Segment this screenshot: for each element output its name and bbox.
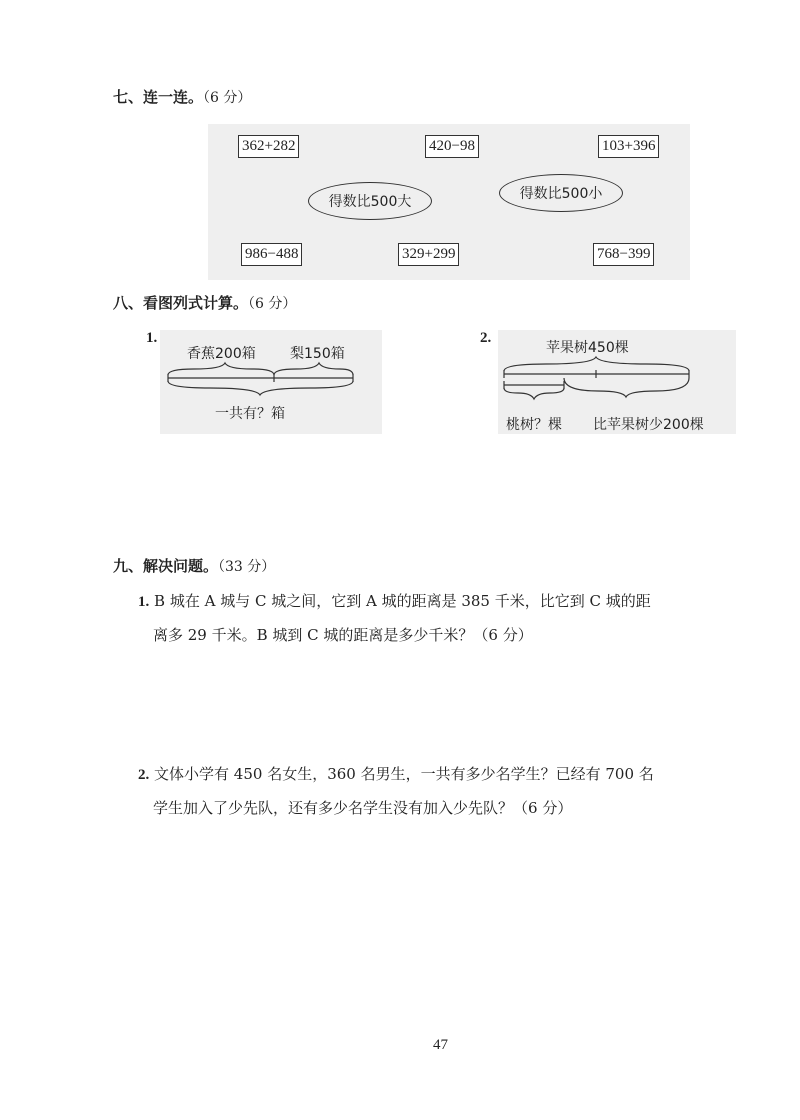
banana-label: 香蕉200箱 [187, 346, 256, 362]
expression-box[interactable]: 329+299 [398, 243, 459, 266]
pear-label: 梨150箱 [290, 346, 345, 362]
total-label: 一共有？箱 [215, 406, 285, 422]
section-8-title: 八、看图列式计算。（6 分） [113, 294, 297, 312]
question-1-line-1: B 城在 A 城与 C 城之间，它到 A 城的距离是 385 千米，比它到 C 城的距 [154, 592, 651, 610]
question-2-line-2: 学生加入了少先队，还有多少名学生没有加入少先队？（6 分） [153, 799, 573, 817]
figure-2-segment-diagram [498, 355, 698, 405]
question-1-number: 1. [138, 594, 150, 610]
expression-box[interactable]: 362+282 [238, 135, 299, 158]
apple-tree-label: 苹果树450棵 [546, 340, 629, 356]
expression-box[interactable]: 768−399 [593, 243, 654, 266]
peach-tree-label: 桃树？棵 [506, 417, 562, 433]
section-7-title: 七、连一连。（6 分） [113, 88, 252, 106]
question-2-number: 2. [138, 767, 150, 783]
question-1-line-2: 离多 29 千米。B 城到 C 城的距离是多少千米？（6 分） [153, 626, 533, 644]
less-than-500-oval[interactable]: 得数比500小 [499, 174, 623, 212]
expression-box[interactable]: 103+396 [598, 135, 659, 158]
question-2 [138, 758, 778, 825]
page-number: 47 [433, 1037, 448, 1053]
difference-label: 比苹果树少200棵 [593, 417, 704, 433]
question-1 [138, 585, 778, 652]
expression-box[interactable]: 986−488 [241, 243, 302, 266]
figure-1-segment-diagram [160, 360, 360, 405]
question-2-line-1: 文体小学有 450 名女生，360 名男生，一共有多少名学生？已经有 700 名 [154, 765, 654, 783]
greater-than-500-oval[interactable]: 得数比500大 [308, 182, 432, 220]
figure-1-number: 1. [146, 330, 158, 346]
section-9-title: 九、解决问题。（33 分） [113, 557, 276, 575]
expression-box[interactable]: 420−98 [425, 135, 479, 158]
figure-2-number: 2. [480, 330, 492, 346]
